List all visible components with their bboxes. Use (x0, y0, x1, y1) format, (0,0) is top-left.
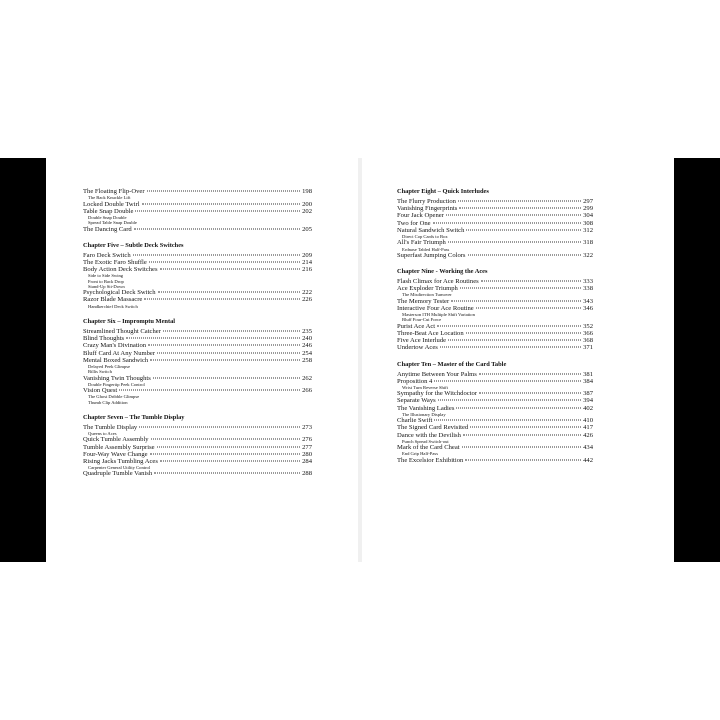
toc-entry (83, 375, 312, 382)
entry-subtitle: Direct Cop Cards to Box (402, 234, 448, 240)
entry-title: Rising Jacks Tumbling Aces (83, 457, 158, 465)
entry-title: Anytime Between Your Palms (397, 370, 477, 378)
chapter-heading: Chapter Six – Impromptu Mental (83, 317, 176, 325)
entry-page-number: 387 (583, 390, 593, 398)
toc-entry (83, 335, 312, 342)
entry-subtitle: Stand-Up Sit-Down (88, 283, 125, 289)
toc-entry (83, 259, 312, 266)
entry-page-number: 394 (583, 397, 593, 405)
entry-subtitle: Bluff Four-Cut Force (402, 317, 442, 323)
entry-subtitle: Handkerchief Deck Switch (88, 303, 138, 309)
entry-page-number: 222 (302, 289, 312, 297)
dot-leader (151, 439, 301, 440)
toc-entry (397, 298, 593, 305)
entry-title: Table Snap Double (83, 207, 134, 215)
toc-entry (83, 208, 312, 215)
entry-page-number: 198 (302, 188, 312, 195)
toc-section (83, 318, 312, 405)
entry-page-number: 205 (302, 225, 312, 233)
toc-entry (83, 444, 312, 451)
entry-title: Superfast Jumping Colors (397, 251, 466, 259)
entry-title: Mark of the Card Cheat (397, 444, 460, 452)
toc-section (83, 242, 312, 309)
left-page-toc (83, 188, 312, 478)
entry-page-number: 384 (583, 377, 593, 385)
entry-subtitle: Thumb Clip Addition (88, 399, 128, 405)
dot-leader (142, 203, 301, 204)
toc-entry (83, 289, 312, 296)
dot-leader (479, 373, 581, 374)
entry-page-number: 276 (302, 436, 312, 444)
entry-page-number: 381 (583, 370, 593, 378)
entry-title: Bluff Card At Any Number (83, 349, 156, 357)
entry-title: Tumble Assembly Surprise (83, 443, 155, 451)
toc-entry (397, 417, 593, 424)
toc-entry (83, 470, 312, 477)
dot-leader (135, 210, 300, 211)
dot-leader (437, 325, 581, 326)
entry-page-number: 216 (302, 266, 312, 274)
entry-subtitle: The Misdirection Turnover (402, 292, 452, 298)
toc-entry (83, 188, 312, 195)
toc-section (397, 268, 593, 352)
toc-entry (397, 444, 593, 451)
toc-entry (83, 296, 312, 303)
toc-entry (83, 451, 312, 458)
dot-leader (133, 254, 300, 255)
entry-subtitle: Front to Back Drop (88, 278, 124, 284)
toc-entry (397, 330, 593, 337)
entry-page-number: 214 (302, 258, 312, 266)
toc-entry (397, 227, 593, 234)
entry-subtitle: Double Snap Double (88, 214, 127, 220)
dot-leader (456, 407, 581, 408)
toc-entry (83, 201, 312, 208)
dot-leader (160, 460, 300, 461)
entry-page-number: 273 (302, 423, 312, 431)
entry-title: Proposition 4 (397, 377, 433, 385)
toc-entry (397, 371, 593, 378)
entry-subtitle: The Back Knuckle Lift (88, 195, 131, 201)
entry-title: All's Fair Triumph (397, 239, 446, 247)
entry-title: The Exotic Faro Shuffle (83, 258, 147, 266)
entry-page-number: 402 (583, 404, 593, 412)
entry-title: Natural Sandwich Switch (397, 226, 465, 234)
left-black-border (0, 158, 46, 562)
entry-page-number: 202 (302, 207, 312, 215)
dot-leader (139, 426, 300, 427)
toc-entry (397, 432, 593, 439)
entry-title: The Signed Card Revisited (397, 424, 469, 432)
entry-page-number: 322 (583, 251, 593, 259)
entry-title: Ace Exploder Triumph (397, 285, 458, 293)
toc-entry (83, 458, 312, 465)
dot-leader (157, 446, 301, 447)
dot-leader (476, 307, 581, 308)
entry-page-number: 346 (583, 304, 593, 312)
entry-title: The Memory Tester (397, 297, 450, 305)
entry-title: Vanishing Fingerprints (397, 205, 458, 213)
dot-leader (451, 300, 581, 301)
toc-entry (397, 212, 593, 219)
dot-leader (153, 377, 300, 378)
entry-page-number: 434 (583, 444, 593, 452)
dot-leader (462, 447, 581, 448)
entry-title: Undertow Aces (397, 344, 438, 352)
entry-page-number: 235 (302, 327, 312, 335)
dot-leader (150, 359, 300, 360)
toc-entry (397, 305, 593, 312)
toc-entry (397, 457, 593, 464)
entry-title: The Flurry Production (397, 198, 456, 205)
toc-section (397, 361, 593, 464)
entry-title: Sympathy for the Witchdoctor (397, 390, 478, 398)
entry-page-number: 277 (302, 443, 312, 451)
toc-entry (83, 342, 312, 349)
dot-leader (149, 261, 300, 262)
dot-leader (433, 222, 582, 223)
entry-title: Crazy Man's Divination (83, 342, 147, 350)
toc-entry (83, 357, 312, 364)
toc-entry (397, 405, 593, 412)
entry-title: The Tumble Display (83, 423, 138, 431)
dot-leader (465, 459, 581, 460)
dot-leader (481, 281, 581, 282)
entry-title: Streamlined Thought Catcher (83, 327, 161, 335)
entry-page-number: 240 (302, 335, 312, 343)
toc-entry (397, 323, 593, 330)
toc-entry (397, 424, 593, 431)
entry-page-number: 284 (302, 457, 312, 465)
dot-leader (163, 330, 300, 331)
entry-title: Quadruple Tumble Vanish (83, 470, 153, 478)
toc-entry (397, 239, 593, 246)
entry-page-number: 410 (583, 417, 593, 425)
toc-entry (397, 390, 593, 397)
entry-page-number: 371 (583, 344, 593, 352)
toc-entry (83, 436, 312, 443)
entry-title: Vision Quest (83, 387, 118, 395)
entry-subtitle: End Grip Half-Pass (402, 451, 438, 457)
entry-page-number: 246 (302, 342, 312, 350)
toc-section (83, 188, 312, 233)
entry-page-number: 368 (583, 337, 593, 345)
entry-title: Separate Ways (397, 397, 436, 405)
dot-leader (434, 380, 581, 381)
entry-page-number: 266 (302, 387, 312, 395)
entry-title: Charlie Swift (397, 417, 433, 425)
dot-leader (134, 228, 300, 229)
toc-entry (397, 205, 593, 212)
toc-entry (397, 378, 593, 385)
entry-title: Two for One (397, 219, 431, 227)
entry-page-number: 308 (583, 219, 593, 227)
entry-page-number: 288 (302, 470, 312, 478)
chapter-heading: Chapter Eight – Quick Interludes (397, 188, 489, 195)
dot-leader (446, 215, 581, 216)
dot-leader (458, 201, 581, 202)
entry-title: Vanishing Twin Thoughts (83, 374, 151, 382)
dot-leader (147, 191, 301, 192)
dot-leader (154, 473, 300, 474)
entry-page-number: 442 (583, 456, 593, 464)
toc-entry (83, 252, 312, 259)
toc-entry (397, 344, 593, 351)
dot-leader (119, 390, 300, 391)
toc-entry (397, 252, 593, 259)
entry-page-number: 299 (583, 205, 593, 213)
entry-subtitle: Punch Spread Switch-out (402, 438, 449, 444)
entry-subtitle: Delayed Peek Glimpse (88, 363, 131, 369)
dot-leader (158, 292, 301, 293)
entry-subtitle: The Illusionary Display (402, 411, 446, 417)
entry-page-number: 262 (302, 374, 312, 382)
dot-leader (468, 254, 582, 255)
entry-page-number: 280 (302, 450, 312, 458)
entry-title: Blind Thoughts (83, 335, 125, 343)
chapter-heading: Chapter Seven – The Tumble Display (83, 413, 185, 421)
entry-title: Mental Boxed Sandwich (83, 356, 149, 364)
entry-page-number: 254 (302, 349, 312, 357)
dot-leader (434, 420, 581, 421)
dot-leader (150, 453, 301, 454)
entry-page-number: 333 (583, 278, 593, 286)
entry-page-number: 366 (583, 329, 593, 337)
entry-page-number: 343 (583, 297, 593, 305)
entry-title: The Dancing Card (83, 225, 132, 233)
toc-entry (397, 337, 593, 344)
entry-page-number: 304 (583, 212, 593, 220)
dot-leader (460, 288, 581, 289)
entry-title: Psychological Deck Switch (83, 289, 156, 297)
chapter-heading: Chapter Five – Subtle Deck Switches (83, 241, 184, 249)
entry-title: Dance with the Devilish (397, 431, 461, 439)
entry-subtitle: Double Fingertip Peek Control (88, 381, 145, 387)
entry-title: The Vanishing Ladies (397, 404, 455, 412)
dot-leader (157, 352, 300, 353)
entry-page-number: 417 (583, 424, 593, 432)
dot-leader (466, 332, 581, 333)
entry-title: The Floating Flip-Over (83, 188, 145, 195)
toc-entry (397, 285, 593, 292)
entry-page-number: 352 (583, 322, 593, 330)
dot-leader (463, 434, 581, 435)
toc-entry (397, 220, 593, 227)
entry-title: Faro Deck Switch (83, 251, 131, 259)
toc-entry (83, 266, 312, 273)
entry-subtitle: The Ghost Dribble Glimpse (88, 394, 140, 400)
page-gutter (358, 158, 362, 562)
toc-entry (83, 226, 312, 233)
dot-leader (479, 393, 581, 394)
toc-section (83, 414, 312, 478)
entry-title: Interactive Four Ace Routine (397, 304, 474, 312)
dot-leader (459, 208, 581, 209)
entry-page-number: 318 (583, 239, 593, 247)
dot-leader (160, 269, 301, 270)
entry-subtitle: Erdnase Tabled Half-Pass (402, 246, 450, 252)
entry-title: Quick Tumble Assembly (83, 436, 149, 444)
toc-section (397, 188, 593, 259)
entry-title: Body Action Deck Switches (83, 266, 158, 274)
entry-page-number: 200 (302, 200, 312, 208)
toc-entry (83, 350, 312, 357)
toc-entry (83, 424, 312, 431)
dot-leader (466, 229, 581, 230)
dot-leader (470, 427, 581, 428)
dot-leader (448, 340, 581, 341)
toc-entry (83, 387, 312, 394)
entry-subtitle: Spread Table Snap Double (88, 220, 137, 226)
entry-title: Razor Blade Massacre (83, 296, 143, 304)
entry-page-number: 258 (302, 356, 312, 364)
chapter-heading: Chapter Nine - Working the Aces (397, 268, 488, 276)
dot-leader (440, 347, 581, 348)
entry-subtitle: Billis Switch (88, 369, 112, 375)
entry-subtitle: Carpenter General Utility Control (88, 465, 151, 471)
toc-entry (397, 397, 593, 404)
entry-subtitle: Side to Side Swing (88, 273, 124, 279)
entry-page-number: 426 (583, 431, 593, 439)
entry-title: Flash Climax for Ace Routines (397, 278, 479, 286)
toc-entry (397, 198, 593, 205)
entry-subtitle: Wrist Turn Reverse Shift (402, 384, 448, 390)
chapter-heading: Chapter Ten – Master of the Card Table (397, 360, 507, 368)
entry-page-number: 312 (583, 226, 593, 234)
entry-page-number: 338 (583, 285, 593, 293)
toc-entry (397, 278, 593, 285)
right-page-toc (397, 188, 593, 464)
toc-entry (83, 328, 312, 335)
entry-page-number: 209 (302, 251, 312, 259)
entry-title: Purist Ace Act (397, 322, 436, 330)
dot-leader (126, 338, 300, 339)
dot-leader (148, 345, 300, 346)
entry-title: Four-Way Wave Change (83, 450, 148, 458)
dot-leader (438, 400, 581, 401)
dot-leader (448, 242, 581, 243)
dot-leader (144, 299, 300, 300)
entry-subtitle: Queens to Aces (88, 431, 117, 437)
entry-title: Three-Beat Ace Location (397, 329, 464, 337)
entry-title: Five Ace Interlude (397, 337, 447, 345)
entry-subtitle: Masterson ITH Multiple Shift Variation (402, 312, 475, 318)
entry-page-number: 297 (583, 198, 593, 205)
entry-title: Locked Double Twirl (83, 200, 140, 208)
entry-title: The Excelsior Exhibition (397, 456, 464, 464)
entry-title: Four Jack Opener (397, 212, 444, 220)
right-black-border (674, 158, 720, 562)
entry-page-number: 226 (302, 296, 312, 304)
